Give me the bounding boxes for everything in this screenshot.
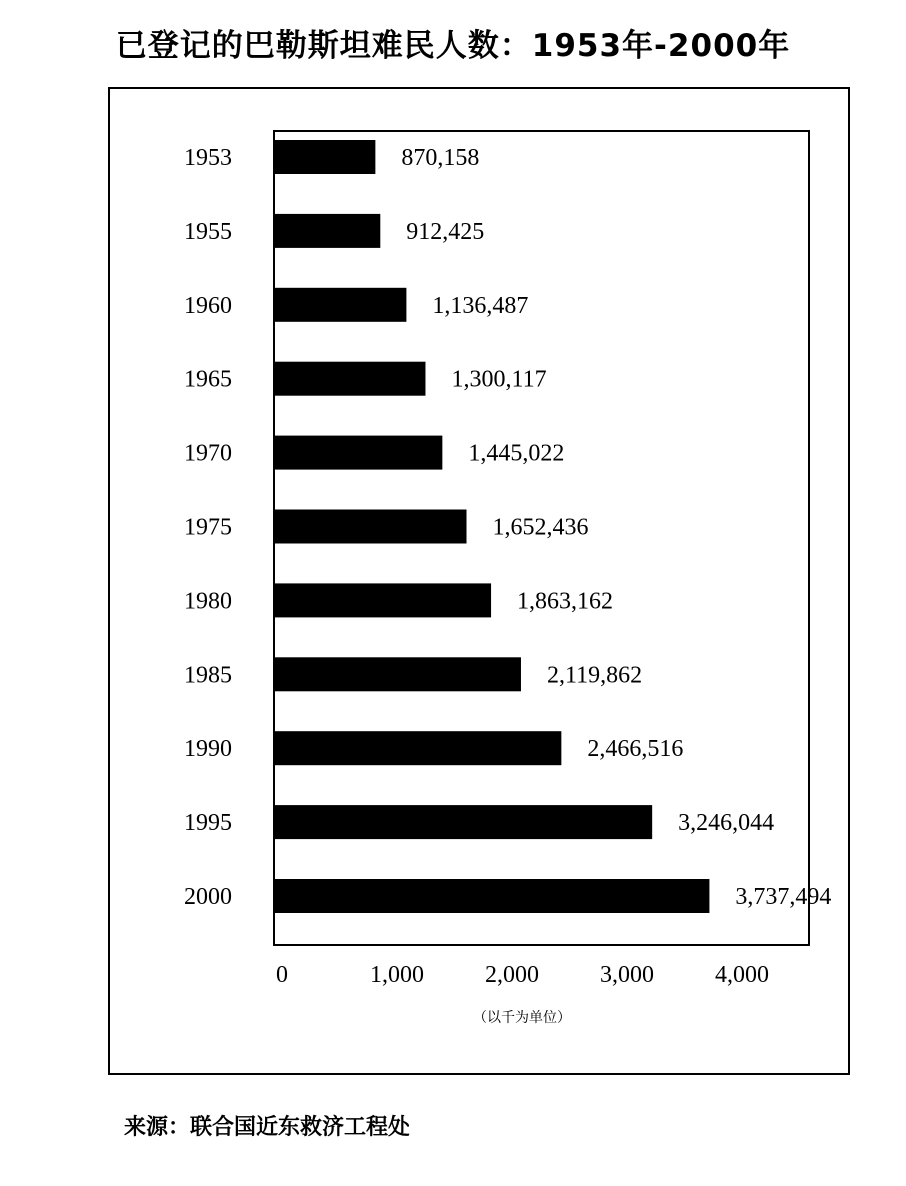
y-tick-label: 2000 <box>184 884 232 910</box>
bar-value-label: 2,119,862 <box>546 662 643 689</box>
y-tick-label: 1990 <box>184 736 232 763</box>
y-tick-label: 1960 <box>184 292 232 319</box>
y-tick-label: 1975 <box>184 514 232 541</box>
bar <box>274 879 709 913</box>
bar <box>274 362 425 396</box>
y-tick-label: 1955 <box>184 218 232 245</box>
bar-value-label: 1,652,436 <box>492 514 589 541</box>
bar <box>274 731 561 765</box>
x-axis-label: （以千为单位） <box>473 1010 571 1026</box>
x-tick-label: 1,000 <box>370 962 424 988</box>
x-tick-label: 2,000 <box>485 962 539 988</box>
y-tick-label: 1953 <box>184 145 232 171</box>
bar-value-label: 870,158 <box>401 145 480 171</box>
bar <box>274 214 380 248</box>
y-tick-label: 1985 <box>184 662 232 689</box>
x-axis-ticks <box>276 962 769 988</box>
bar <box>274 583 491 617</box>
y-tick-label: 1980 <box>184 588 232 615</box>
y-tick-label: 1995 <box>184 810 232 837</box>
bar-value-label: 1,863,162 <box>517 588 614 615</box>
bar <box>274 657 521 691</box>
bar-value-label: 1,136,487 <box>432 292 529 319</box>
bar <box>274 140 375 174</box>
bar <box>274 436 442 470</box>
bar-value-label: 2,466,516 <box>587 736 684 763</box>
chart-title: 已登记的巴勒斯坦难民人数：1953年-2000年 <box>115 28 791 64</box>
x-tick-label: 3,000 <box>600 962 654 988</box>
bar <box>274 805 652 839</box>
bar <box>274 510 467 544</box>
source-note: 来源：联合国近东救济工程处 <box>124 1115 411 1140</box>
y-tick-label: 1965 <box>184 366 232 393</box>
bar-value-label: 1,300,117 <box>451 366 547 393</box>
bar-value-label: 3,246,044 <box>678 810 775 837</box>
bar <box>274 288 406 322</box>
bar-value-label: 912,425 <box>406 218 485 245</box>
y-tick-label: 1970 <box>184 440 232 467</box>
bar-value-label: 1,445,022 <box>468 440 565 467</box>
bar-value-label: 3,737,494 <box>735 884 832 910</box>
x-tick-label: 4,000 <box>715 962 769 988</box>
x-tick-label: 0 <box>276 962 288 988</box>
